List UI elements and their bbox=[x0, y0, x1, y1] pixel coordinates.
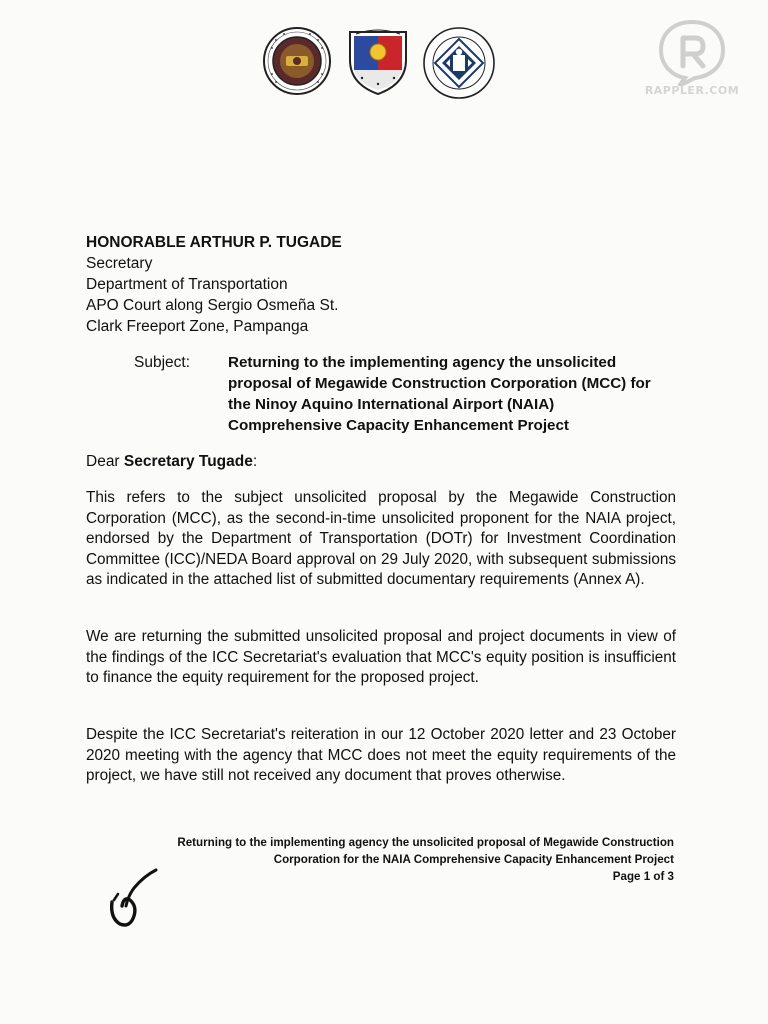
addressee-name: HONORABLE ARTHUR P. TUGADE bbox=[86, 234, 342, 251]
header-seals bbox=[262, 26, 512, 104]
rappler-watermark bbox=[636, 16, 748, 100]
body-paragraph-1: This refers to the subject unsolicited proposal by the Megawide Construction Corporation (MCC), as the second-in-time unsolicited proponent for the NAIA project, endorsed by the Department of Transportation (DOTr) for Investment Coordination Committee (ICC)/NEDA Board approval on 29 July 2020, with subsequent submissions as indicated in the attached list of submitted documentary requirements (Annex A). bbox=[86, 489, 676, 589]
page-number: Page 1 of 3 bbox=[612, 870, 674, 883]
addressee-address-line-2: Clark Freeport Zone, Pampanga bbox=[86, 318, 309, 335]
footer-line-2: Corporation for the NAIA Comprehensive Capacity Enhancement Project bbox=[273, 853, 674, 866]
footer-line-1: Returning to the implementing agency the unsolicited proposal of Megawide Construction bbox=[177, 836, 674, 849]
addressee-title: Secretary bbox=[86, 255, 153, 272]
subject-label: Subject: bbox=[134, 354, 191, 371]
department-of-finance-seal bbox=[262, 26, 332, 96]
addressee-block bbox=[86, 232, 342, 337]
salutation-prefix: Dear bbox=[86, 453, 124, 470]
salutation-suffix: : bbox=[252, 453, 258, 470]
rappler-logo-icon bbox=[655, 16, 729, 86]
salutation-name: Secretary Tugade bbox=[123, 453, 253, 470]
subject-text: Returning to the implementing agency the unsolicited proposal of Megawide Construction Corporation (MCC) for the Ninoy Aquino International Airport (NAIA) Comprehensive Capacity Enhancement Project bbox=[228, 354, 651, 434]
neda-seal bbox=[346, 26, 410, 98]
page-footer bbox=[74, 834, 674, 885]
salutation bbox=[86, 453, 257, 471]
body-paragraph-3: Despite the ICC Secretariat's reiteration in our 12 October 2020 letter and 23 October 2020 meeting with the agency that MCC does not meet the equity requirements of the project, we have still not received any document that proves otherwise. bbox=[86, 726, 676, 785]
body-paragraph-2: We are returning the submitted unsolicited proposal and project documents in view of the findings of the ICC Secretariat's evaluation that MCC's equity position is insufficient to finance the equity requirement for the proposed project. bbox=[86, 628, 676, 687]
watermark-text: RAPPLER.COM bbox=[644, 84, 740, 97]
addressee-department: Department of Transportation bbox=[86, 276, 288, 293]
initials-signature bbox=[104, 866, 164, 937]
addressee-address-line-1: APO Court along Sergio Osmeña St. bbox=[86, 297, 339, 314]
pambansang-seal bbox=[422, 26, 496, 100]
